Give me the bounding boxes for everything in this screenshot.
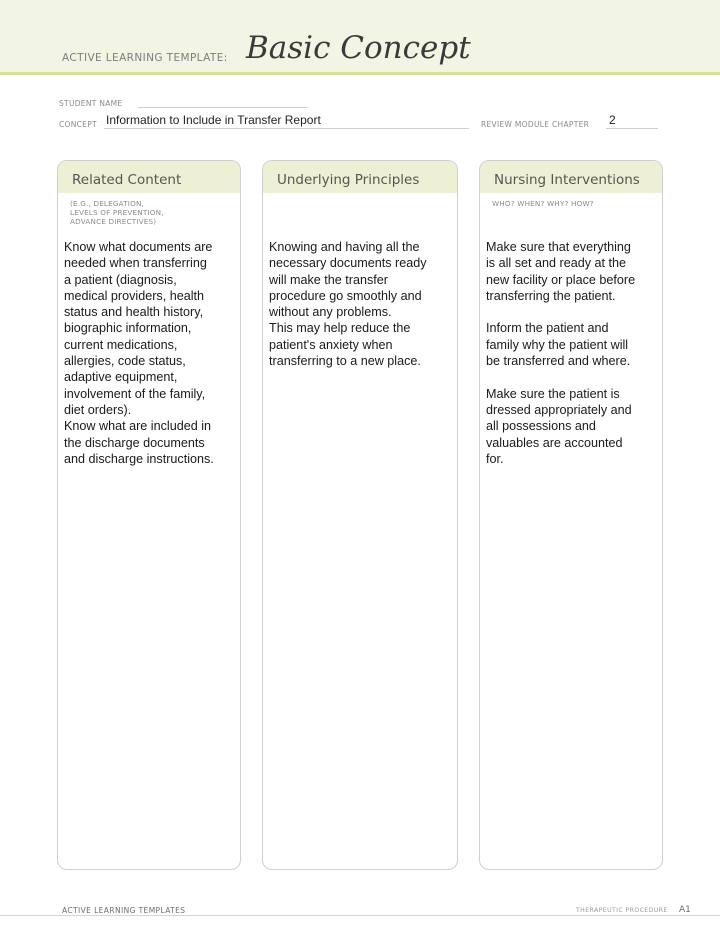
review-module-field[interactable]: 2 xyxy=(609,113,616,127)
concept-field[interactable]: Information to Include in Transfer Report xyxy=(106,113,321,127)
student-name-label: STUDENT NAME xyxy=(59,99,123,108)
nursing-interventions-card xyxy=(479,160,663,870)
footer-title: ACTIVE LEARNING TEMPLATES xyxy=(62,906,186,915)
concept-label: CONCEPT xyxy=(59,120,97,129)
template-label: ACTIVE LEARNING TEMPLATE: xyxy=(62,52,228,64)
student-name-line xyxy=(138,107,308,108)
review-module-label: REVIEW MODULE CHAPTER xyxy=(481,120,590,129)
underlying-principles-heading: Underlying Principles xyxy=(263,161,457,193)
header-rule xyxy=(0,72,720,75)
underlying-principles-card xyxy=(262,160,458,870)
page-title: Basic Concept xyxy=(246,30,471,66)
nursing-interventions-heading: Nursing Interventions xyxy=(480,161,662,193)
footer-section: THERAPEUTIC PROCEDURE xyxy=(576,907,668,914)
page-number: A1 xyxy=(679,905,691,915)
review-module-line xyxy=(606,128,658,129)
related-content-text[interactable]: Know what documents are needed when transferring a patient (diagnosis, medical providers, health status and health history, biographic information, current medications, allergies, code status, adaptive equipment, involvement of the family, diet orders). Know what are included in the discharge documents and discharge instructions. xyxy=(64,240,214,466)
footer-rule xyxy=(0,915,720,916)
related-content-card xyxy=(57,160,241,870)
nursing-interventions-subheading: WHO? WHEN? WHY? HOW? xyxy=(492,199,594,208)
underlying-principles-text[interactable]: Knowing and having all the necessary documents ready will make the transfer procedure go smoothly and without any problems. This may help reduce the patient's anxiety when transferring to a new place. xyxy=(269,240,427,369)
related-content-heading: Related Content xyxy=(58,161,240,193)
related-content-subheading: (E.G., DELEGATION, LEVELS OF PREVENTION, ADVANCE DIRECTIVES) xyxy=(70,199,164,226)
nursing-interventions-text[interactable]: Make sure that everything is all set and ready at the new facility or place before transferring the patient. Inform the patient and family why the patient will be transferred and where. Make sure the patient is dressed appropriately and all possessions and valuables are accounted for. xyxy=(486,240,636,466)
concept-line xyxy=(104,128,469,129)
